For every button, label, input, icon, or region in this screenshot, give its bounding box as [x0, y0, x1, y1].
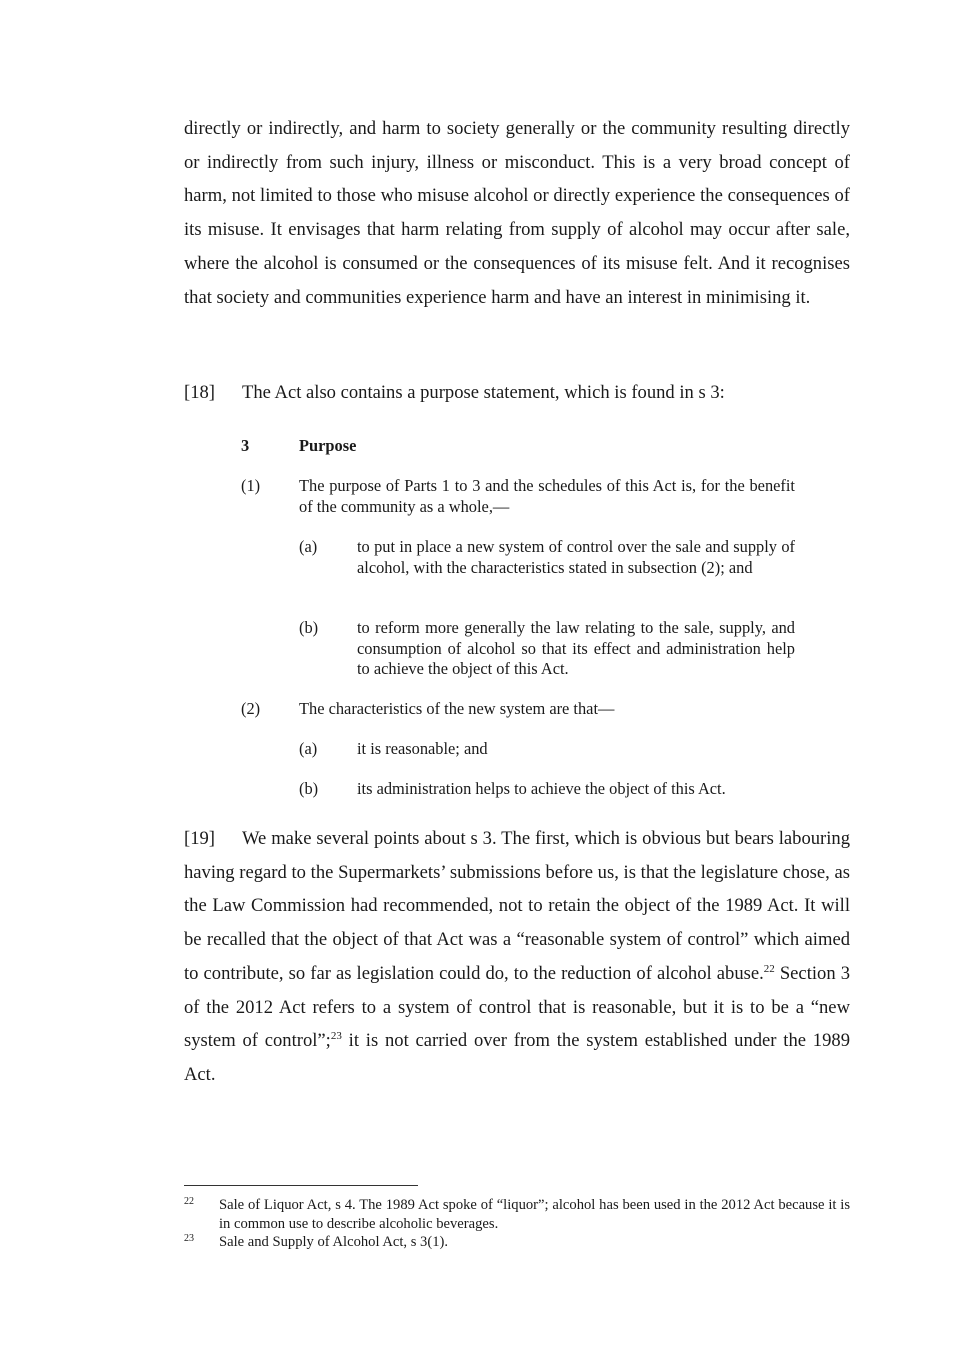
paragraph-number: [19]: [184, 828, 215, 849]
footnote-separator: [184, 1185, 418, 1186]
paragraph-text: its administration helps to achieve the object of this Act.: [357, 779, 726, 798]
paragraph-text-a: We make several points about s 3. The first, which is obvious but bears labouring having regard to the Supermarkets’ submissions before us, is that the legislature chose, as the Law Commission had recommended, not to retain the object of the 1989 Act. It will be recalled that the object of that Act was a “reasonable system of control” which aimed to contribute, so far as legislation could do, to the reduction of alcohol abuse.: [184, 828, 850, 984]
paragraph-label: (a): [299, 537, 318, 556]
subsection-label: (1): [241, 476, 261, 495]
paragraph-label: (a): [299, 739, 318, 758]
paragraph-text-b: Section 3 of the 2012 Act refers to a system of control that is reasonable, but it is to be a “new system of control”;: [184, 962, 850, 1052]
paragraph-text: to reform more generally the law relating to the sale, supply, and consumption of alcohol so that its effect and administration help to achieve the object of this Act.: [357, 618, 795, 678]
footnote-text: Sale and Supply of Alcohol Act, s 3(1).: [219, 1234, 449, 1250]
footnote-number: 22: [184, 1196, 194, 1207]
footnote-text: Sale of Liquor Act, s 4. The 1989 Act spoke of “liquor”; alcohol has been used in the 2012 Act because it is in common use to describe alcoholic beverages.: [219, 1197, 850, 1232]
section-title: Purpose: [299, 436, 357, 455]
paragraph-text: The Act also contains a purpose statement, which is found in s 3:: [242, 382, 725, 403]
paragraph-19: [184, 822, 850, 1092]
subsection-label: (2): [241, 699, 261, 718]
footnote-ref-23[interactable]: 23: [330, 1030, 342, 1043]
subsection-text: The characteristics of the new system are that—: [299, 699, 615, 718]
paragraph-17-continuation: directly or indirectly, and harm to society generally or the community resulting directly or indirectly from such injury, illness or misconduct. This is a very broad concept of harm, not limited to those who misuse alcohol or directly experience the consequences of its misuse. It envisages that harm relating from supply of alcohol may occur after sale, where the alcohol is consumed or the consequences of its misuse felt. And it recognises that society and communities experience harm and have an interest in minimising it.: [184, 118, 850, 308]
paragraph-number: [18]: [184, 382, 215, 403]
paragraph-text: it is reasonable; and: [357, 739, 488, 758]
footnote-number: 23: [184, 1233, 194, 1244]
paragraph-text: to put in place a new system of control over the sale and supply of alcohol, with the characteristics stated in subsection (2); and: [357, 537, 795, 577]
paragraph-18: [184, 376, 850, 410]
section-number: 3: [241, 436, 250, 455]
paragraph-label: (b): [299, 779, 319, 798]
subsection-text: The purpose of Parts 1 to 3 and the schedules of this Act is, for the benefit of the community as a whole,—: [299, 476, 795, 516]
footnote-ref-22[interactable]: 22: [763, 962, 775, 975]
paragraph-label: (b): [299, 618, 319, 637]
paragraph-text-c: it is not carried over from the system established under the 1989 Act.: [184, 1030, 850, 1085]
